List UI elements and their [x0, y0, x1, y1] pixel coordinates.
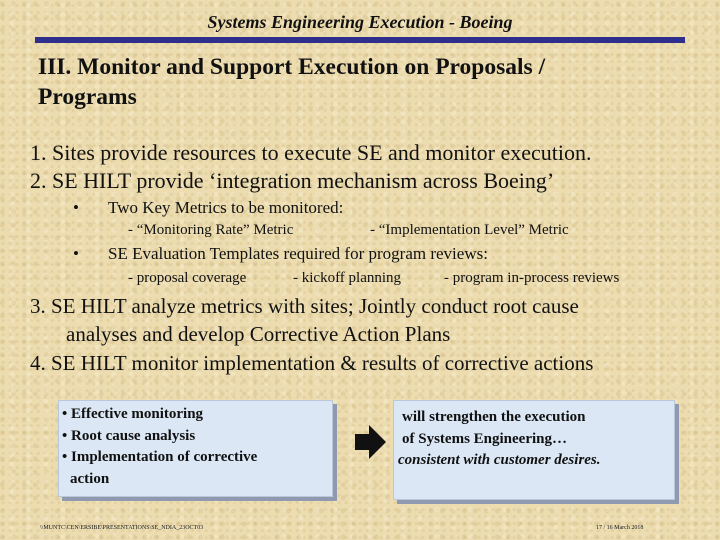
benefit-implementation-continued: action [70, 470, 110, 487]
right-arrow-icon [355, 425, 387, 459]
list-item-3: 3. SE HILT analyze metrics with sites; Jointly conduct root cause [30, 294, 579, 318]
sub-item-implementation-level: - “Implementation Level” Metric [370, 222, 569, 238]
benefit-implementation: • Implementation of corrective [62, 449, 258, 465]
outcome-line1: will strengthen the execution [402, 409, 586, 425]
slide-header: Systems Engineering Execution - Boeing [207, 12, 513, 32]
sub-item-program-reviews: - program in-process reviews [444, 270, 620, 286]
list-item-1: 1. Sites provide resources to execute SE and monitor execution. [30, 140, 592, 165]
list-item-2: 2. SE HILT provide ‘integration mechanism across Boeing’ [30, 168, 555, 193]
slide-title-line1: III. Monitor and Support Execution on Proposals / [38, 54, 546, 80]
outcome-line3: consistent with customer desires. [398, 452, 601, 468]
bullet-key-metrics: Two Key Metrics to be monitored: [108, 198, 344, 217]
outcome-box [393, 400, 675, 500]
footer-date: 17 / 16 March 2018 [596, 525, 644, 531]
bullet-evaluation-templates: SE Evaluation Templates required for program reviews: [108, 244, 488, 263]
benefit-effective-monitoring: • Effective monitoring [62, 406, 204, 422]
slide-title-line2: Programs [38, 84, 137, 110]
slide-title [38, 52, 698, 112]
footer-path: \\MUNTC\CEN\ERSIBE\PRESENTATIONS\SE_NDIA_23OCT03 [40, 525, 204, 531]
sub-item-kickoff-planning: - kickoff planning [293, 270, 402, 286]
bullet-icon: • [73, 198, 79, 217]
header-rule [35, 37, 685, 43]
sub-item-monitoring-rate: - “Monitoring Rate” Metric [128, 222, 294, 238]
benefit-root-cause: • Root cause analysis [62, 427, 196, 444]
bullet-icon: • [73, 244, 79, 263]
sub-item-proposal-coverage: - proposal coverage [128, 270, 247, 286]
benefits-box [58, 400, 333, 497]
outcome-line2: of Systems Engineering… [402, 430, 567, 447]
list-item-3-continued: analyses and develop Corrective Action Plans [66, 322, 451, 346]
list-item-4: 4. SE HILT monitor implementation & results of corrective actions [30, 351, 594, 375]
